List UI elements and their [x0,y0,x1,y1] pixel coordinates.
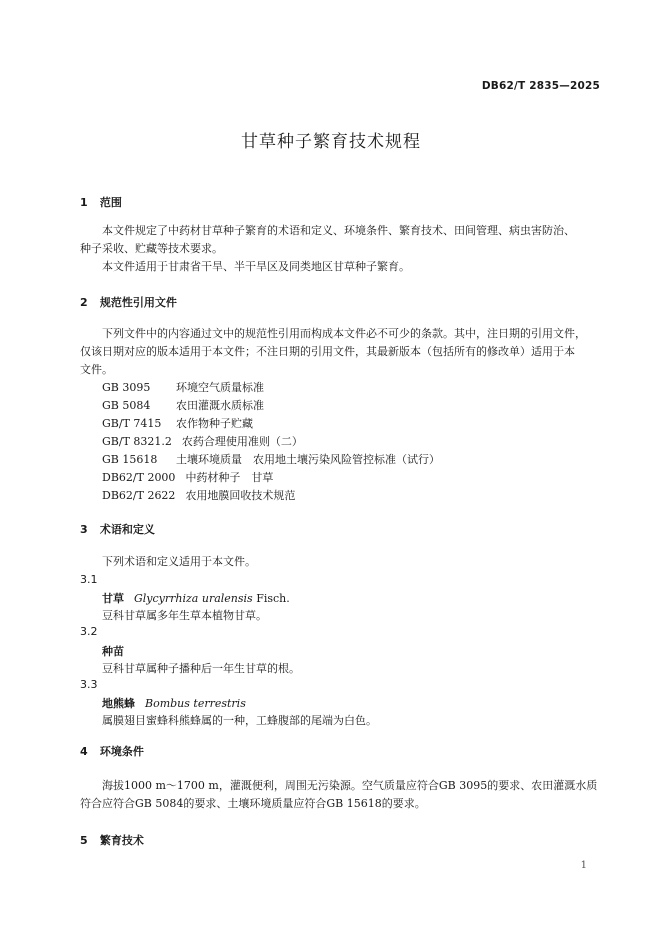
section-heading-2 [80,294,177,310]
term-latin-name: Bombus terrestris [145,697,246,710]
reference-code: DB62/T 2000 [102,471,176,484]
page-number: 1 [580,860,587,871]
reference-code: GB 5084 [102,399,151,412]
term-entry [80,695,622,712]
section-title: 规范性引用文件 [99,296,177,309]
section-title: 繁育技术 [99,834,144,847]
term-entry [80,643,622,660]
term-author: Fisch. [256,592,290,605]
section-heading-4 [80,743,144,759]
paragraph-line: 种子采收、贮藏等技术要求。 [80,242,223,255]
reference-code: GB/T 7415 [102,417,162,430]
section-title: 术语和定义 [99,523,155,536]
term-number: 3.3 [80,678,98,691]
paragraph-line: 本文件规定了中药材甘草种子繁育的术语和定义、环境条件、繁育技术、田间管理、病虫害防治、 [102,224,575,237]
reference-code: DB62/T 2622 [102,489,176,502]
reference-item [80,451,622,468]
term-number: 3.2 [80,625,98,638]
term-name: 种苗 [102,645,124,658]
section-title: 环境条件 [99,745,144,758]
paragraph-line: 本文件适用于甘肃省干旱、半干旱区及同类地区甘草种子繁育。 [102,260,410,273]
reference-code: GB 3095 [102,381,151,394]
paragraph-line: 仅该日期对应的版本适用于本文件；不注日期的引用文件，其最新版本（包括所有的修改单）适用于本 [80,345,575,358]
paragraph-line: 符合应符合GB 5084的要求、土壤环境质量应符合GB 15618的要求。 [80,797,426,810]
paragraph-line: 文件。 [80,363,113,376]
reference-title: 农作物种子贮藏 [176,417,253,430]
reference-item [80,415,622,432]
term-name: 甘草 [102,592,124,605]
term-definition: 豆科甘草属种子播种后一年生甘草的根。 [102,662,300,675]
section-heading-3 [80,521,155,537]
reference-title: 农药合理使用准则（二） [181,435,303,448]
term-number: 3.1 [80,573,98,586]
reference-title: 农用地膜回收技术规范 [185,489,296,502]
document-title: 甘草种子繁育技术规程 [241,132,421,152]
section-heading-1 [80,194,122,210]
term-definition: 豆科甘草属多年生草本植物甘草。 [102,609,267,622]
section-number: 2 [80,296,88,309]
document-code: DB62/T 2835—2025 [481,80,600,92]
reference-code: GB 15618 [102,453,158,466]
section-title: 范围 [99,196,122,209]
section-number: 3 [80,523,88,536]
term-latin-name: Glycyrrhiza uralensis [134,592,253,605]
reference-item [80,469,622,486]
reference-item [80,487,622,504]
section-heading-5 [80,832,144,848]
reference-title: 环境空气质量标准 [176,381,264,394]
reference-code: GB/T 8321.2 [102,435,172,448]
reference-item [80,397,622,414]
term-entry [80,590,622,607]
section-number: 5 [80,834,88,847]
reference-title: 农田灌溉水质标准 [176,399,264,412]
section-number: 4 [80,745,88,758]
reference-title: 土壤环境质量 农用地土壤污染风险管控标准（试行） [176,453,440,466]
paragraph-line: 下列文件中的内容通过文中的规范性引用而构成本文件必不可少的条款。其中，注日期的引用文件， [102,327,586,340]
reference-item [80,379,622,396]
paragraph-line: 下列术语和定义适用于本文件。 [102,555,256,568]
term-definition: 属膜翅目蜜蜂科熊蜂属的一种，工蜂腹部的尾端为白色。 [102,714,377,727]
section-number: 1 [80,196,88,209]
term-name: 地熊蜂 [102,697,135,710]
paragraph-line: 海拔1000 m～1700 m，灌溉便利，周围无污染源。空气质量应符合GB 3095的要求、农田灌溉水质 [102,779,598,792]
reference-title: 中药材种子 甘草 [185,471,274,484]
reference-item [80,433,622,450]
